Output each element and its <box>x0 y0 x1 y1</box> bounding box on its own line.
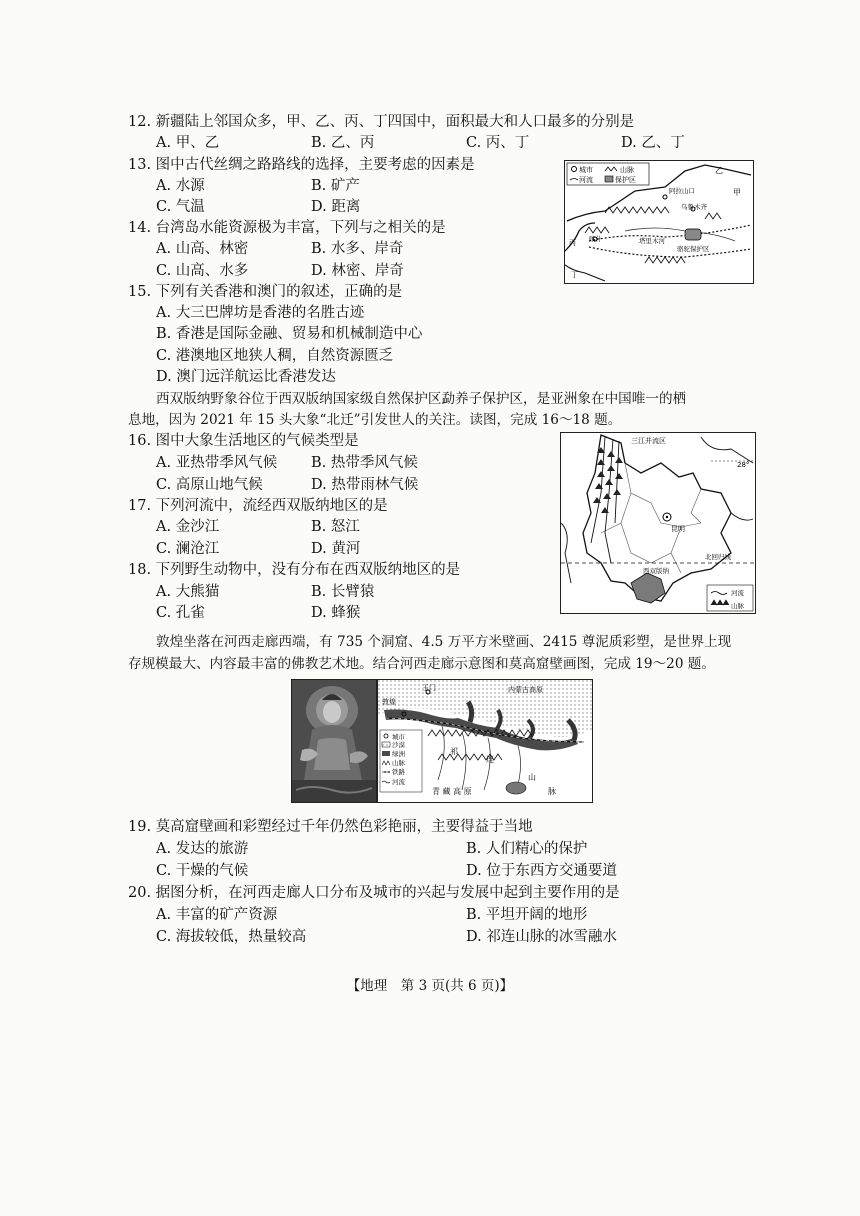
map3-legend-mountain: 山脉 <box>392 759 405 767</box>
map1-tarim-label: 塔里木河 <box>639 237 665 245</box>
q15-option-a: A. 大三巴牌坊是香港的名胜古迹 <box>156 305 365 321</box>
map1-pass-label: 阿拉山口 <box>669 187 695 195</box>
q15-stem: 15. 下列有关香港和澳门的叙述，正确的是 <box>128 284 403 300</box>
passage-2-line-2: 存规模最大、内容最丰富的佛教艺术地。结合河西走廊示意图和莫高窟壁画图，完成 19～20 题。 <box>128 656 715 672</box>
map3-yumen-label: 玉门 <box>422 684 436 692</box>
q19-stem: 19. 莫高窟壁画和彩塑经过千年仍然色彩艳丽，主要得益于当地 <box>128 819 533 835</box>
q16-stem: 16. 图中大象生活地区的气候类型是 <box>128 433 359 449</box>
legend-city-label: 城市 <box>579 166 593 174</box>
map3-dunhuang-label: 敦煌 <box>382 698 396 706</box>
map1-yi-label: 乙 <box>715 166 723 175</box>
q12-option-c: C. 丙、丁 <box>466 135 530 151</box>
map2-legend-mountain: 山脉 <box>731 602 744 610</box>
q16-option-c: C. 高原山地气候 <box>156 477 263 493</box>
map2-latitude-label: 28° <box>737 461 750 469</box>
q17-option-b: B. 怒江 <box>311 519 360 535</box>
q17-option-a: A. 金沙江 <box>156 519 220 535</box>
map3-legend-oasis: 绿洲 <box>392 750 405 758</box>
q15-option-d: D. 澳门远洋航运比香港发达 <box>156 369 336 385</box>
q20-option-d: D. 祁连山脉的冰雪融水 <box>466 929 617 945</box>
q17-option-c: C. 澜沧江 <box>156 541 220 557</box>
q19-option-d: D. 位于东西方交通要道 <box>466 863 617 879</box>
hexi-corridor-map <box>377 679 593 803</box>
q14-option-b: B. 水多、岸奇 <box>311 241 404 257</box>
q13-option-b: B. 矿产 <box>311 178 360 194</box>
q14-option-c: C. 山高、水多 <box>156 263 249 279</box>
q19-option-c: C. 干燥的气候 <box>156 863 249 879</box>
map2-xsbn-label: 西双版纳 <box>643 567 669 575</box>
q12-option-b: B. 乙、丙 <box>311 135 375 151</box>
q14-stem: 14. 台湾岛水能资源极为丰富，下列与之相关的是 <box>128 220 446 236</box>
q14-option-d: D. 林密、岸奇 <box>311 263 404 279</box>
map2-tropic-label: 北回归线 <box>705 553 731 561</box>
map2-kunming-label: 昆明 <box>671 525 685 533</box>
map1-reserve-label: 骆驼保护区 <box>677 245 710 253</box>
q16-option-a: A. 亚热带季风气候 <box>156 455 278 471</box>
map2-legend-river: 河流 <box>731 589 744 597</box>
q18-stem: 18. 下列野生动物中，没有分布在西双版纳地区的是 <box>128 562 461 578</box>
q18-option-d: D. 蜂猴 <box>311 605 361 621</box>
map1-ding-label: 丁 <box>571 271 578 279</box>
legend-mountain-label: 山脉 <box>620 166 634 174</box>
passage-1-line-2: 息地，因为 2021 年 15 头大象“北迁”引发世人的关注。读图，完成 16～18 题。 <box>128 412 622 428</box>
q20-option-b: B. 平坦开阔的地形 <box>466 907 588 923</box>
map3-qilian-4: 脉 <box>548 787 556 796</box>
q20-stem: 20. 据图分析，在河西走廊人口分布及城市的兴起与发展中起到主要作用的是 <box>128 885 620 901</box>
q16-option-d: D. 热带雨林气候 <box>311 477 419 493</box>
q20-option-a: A. 丰富的矿产资源 <box>156 907 278 923</box>
legend-reserve-label: 保护区 <box>615 176 636 184</box>
mogao-fresco-image <box>291 679 377 803</box>
q13-stem: 13. 图中古代丝绸之路路线的选择，主要考虑的因素是 <box>128 157 475 173</box>
q20-option-c: C. 海拔较低，热量较高 <box>156 929 307 945</box>
q15-option-b: B. 香港是国际金融、贸易和机械制造中心 <box>156 326 423 342</box>
map1-jia-label: 甲 <box>733 188 741 197</box>
q12-stem: 12. 新疆陆上邻国众多，甲、乙、丙、丁四国中，面积最大和人口最多的分别是 <box>128 114 635 130</box>
map3-legend-desert: 沙漠 <box>392 741 405 749</box>
map3-qilian-3: 山 <box>528 773 536 782</box>
map3-qilian-2: 连 <box>486 755 494 764</box>
passage-1-line-1: 西双版纳野象谷位于西双版纳国家级自然保护区勐养子保护区，是亚洲象在中国唯一的栖 <box>156 391 687 407</box>
q18-option-c: C. 孔雀 <box>156 605 205 621</box>
map3-legend-city: 城市 <box>392 733 405 741</box>
q19-option-a: A. 发达的旅游 <box>156 841 249 857</box>
q13-option-d: D. 距离 <box>311 199 361 215</box>
q13-option-c: C. 气温 <box>156 199 205 215</box>
page-footer: 【地理 第 3 页(共 6 页)】 <box>346 978 514 994</box>
q14-option-a: A. 山高、林密 <box>156 241 249 257</box>
q13-option-a: A. 水源 <box>156 178 205 194</box>
q18-option-a: A. 大熊猫 <box>156 584 220 600</box>
q12-option-a: A. 甲、乙 <box>156 135 220 151</box>
map2-sanjiang-label: 三江并流区 <box>631 437 666 445</box>
map3-legend-river: 河流 <box>392 778 405 786</box>
yunnan-xishuangbanna-map <box>560 432 756 614</box>
map3-legend-rail: 铁路 <box>392 768 405 776</box>
q18-option-b: B. 长臂猿 <box>311 584 375 600</box>
q17-option-d: D. 黄河 <box>311 541 361 557</box>
xinjiang-silk-road-map <box>564 160 754 284</box>
map3-qingzang-label: 青 藏 高 原 <box>432 787 472 796</box>
q17-stem: 17. 下列河流中，流经西双版纳地区的是 <box>128 498 388 514</box>
map3-qilian-1: 祁 <box>450 747 458 756</box>
q16-option-b: B. 热带季风气候 <box>311 455 418 471</box>
q12-option-d: D. 乙、丁 <box>621 135 685 151</box>
map1-urumqi-label: 乌鲁木齐 <box>681 203 707 211</box>
map3-mongolia-label: 内蒙古高原 <box>508 686 543 694</box>
passage-2-line-1: 敦煌坐落在河西走廊西端，有 735 个洞窟、4.5 万平方米壁画、2415 尊泥质彩塑，是世界上现 <box>156 634 732 650</box>
map1-kashgar-label: 喀什 <box>589 235 602 243</box>
q15-option-c: C. 港澳地区地狭人稠，自然资源匮乏 <box>156 348 394 364</box>
legend-river-label: 河流 <box>579 176 593 184</box>
q19-option-b: B. 人们精心的保护 <box>466 841 588 857</box>
map1-bing-label: 丙 <box>569 239 576 247</box>
